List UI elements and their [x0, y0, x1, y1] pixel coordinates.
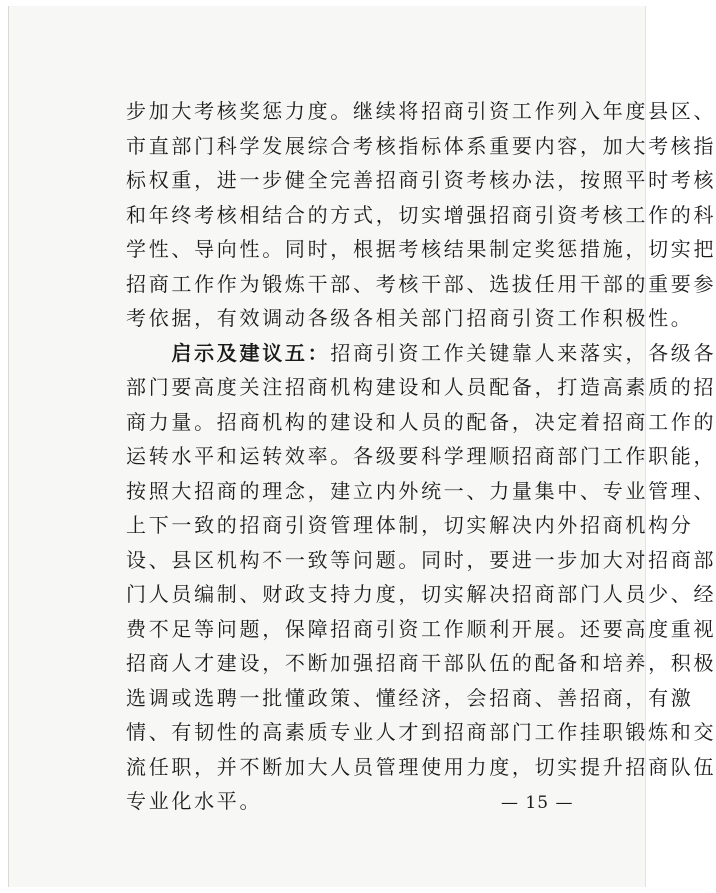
text-line: 专业化水平。 — [126, 789, 263, 813]
text-line: 设、县区机构不一致等问题。同时，要进一步加大对招商部 — [126, 547, 716, 572]
text-line: 选调或选聘一批懂政策、懂经济，会招商、善招商，有激 — [126, 685, 694, 710]
document-page — [8, 6, 716, 887]
text-line: 商力量。招商机构的建设和人员的配备，决定着招商工作的 — [126, 409, 716, 434]
text-line: 运转水平和运转效率。各级要科学理顺招商部门工作职能， — [126, 444, 716, 468]
text-line: 标权重，进一步健全完善招商引资考核办法，按照平时考核 — [126, 168, 716, 192]
body-text — [126, 94, 716, 819]
text-line: 和年终考核相结合的方式，切实增强招商引资考核工作的科 — [126, 202, 716, 227]
text-line-rest: 招商引资工作关键靠人来落实，各级各 — [330, 340, 716, 365]
text-line: 按照大招商的理念，建立内外统一、力量集中、专业管理、 — [126, 478, 716, 503]
text-line: 情、有韧性的高素质专业人才到招商部门工作挂职锻炼和交 — [126, 720, 716, 744]
section-label: 启示及建议五： — [171, 340, 331, 365]
text-line: 步加大考核奖惩力度。继续将招商引资工作列入年度县区、 — [126, 99, 716, 123]
text-line: 招商工作作为锻炼干部、考核干部、选拔任用干部的重要参 — [126, 271, 716, 296]
text-line: 上下一致的招商引资管理体制，切实解决内外招商机构分 — [126, 513, 694, 537]
text-line: 部门要高度关注招商机构建设和人员配备，打造高素质的招 — [126, 375, 716, 399]
text-line: 门人员编制、财政支持力度，切实解决招商部门人员少、经 — [126, 582, 716, 606]
text-line: 学性、导向性。同时，根据考核结果制定奖惩措施，切实把 — [126, 237, 716, 261]
paragraph-start-line — [126, 336, 716, 371]
text-line: 招商人才建设，不断加强招商干部队伍的配备和培养，积极 — [126, 651, 716, 675]
page-number: — 15 — — [501, 793, 574, 813]
text-line: 流任职，并不断加大人员管理使用力度，切实提升招商队伍 — [126, 754, 716, 779]
text-line: 费不足等问题，保障招商引资工作顺利开展。还要高度重视 — [126, 616, 716, 641]
text-line: 考依据，有效调动各级各相关部门招商引资工作积极性。 — [126, 306, 694, 330]
text-line: 市直部门科学发展综合考核指标体系重要内容，加大考核指 — [126, 133, 716, 158]
